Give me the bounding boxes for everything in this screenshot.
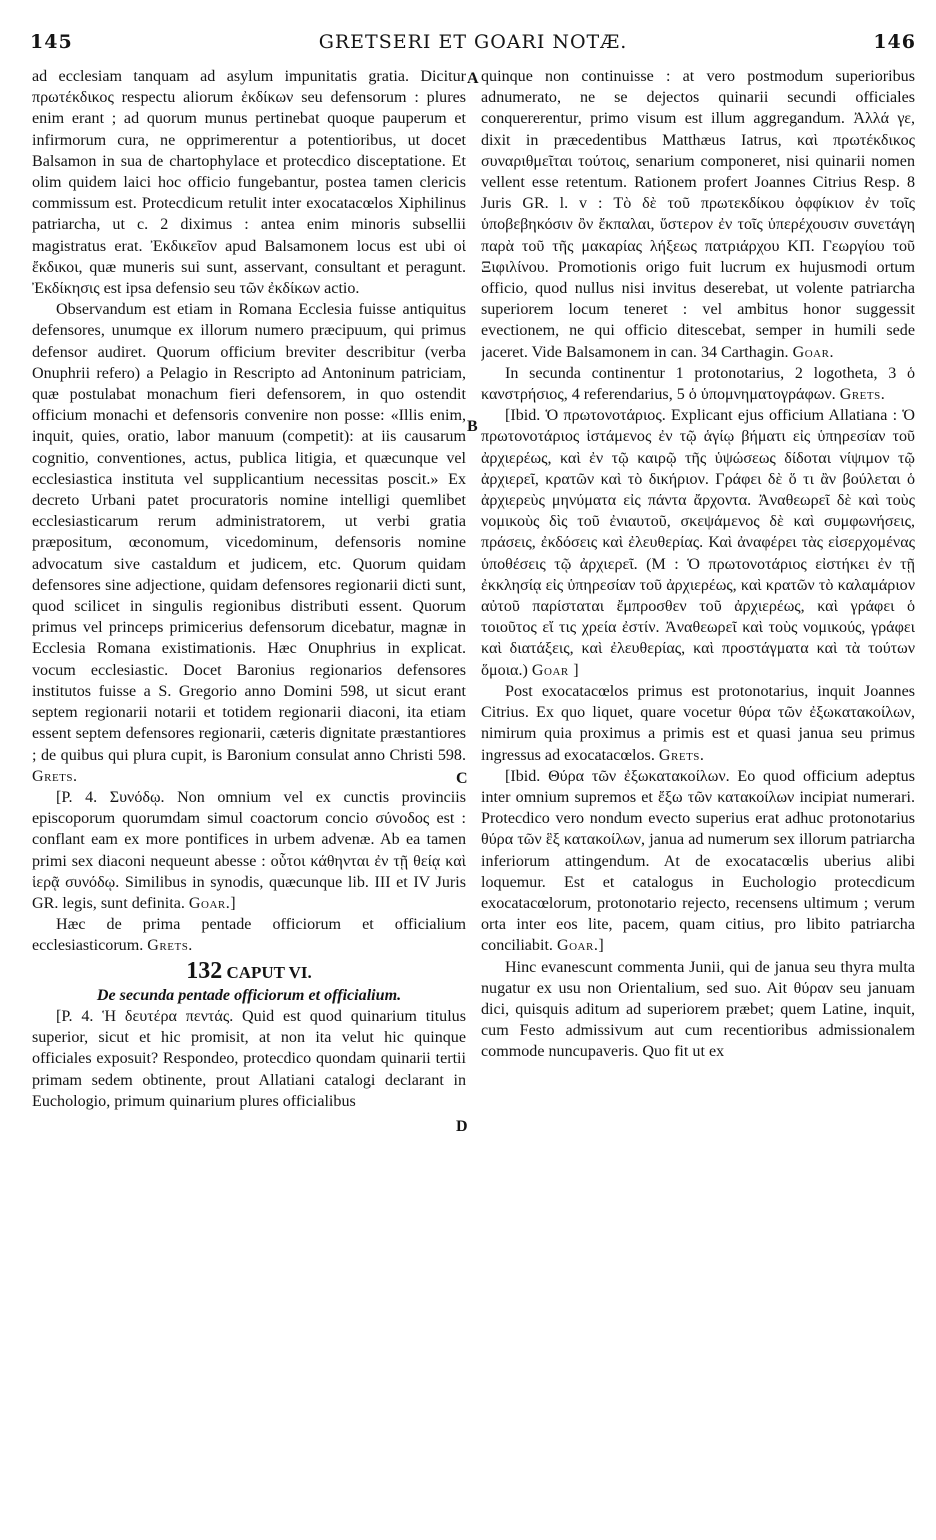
right-column — [481, 66, 915, 1526]
margin-marker-d: D — [456, 1118, 468, 1135]
signature-goar: Goar ] — [531, 661, 580, 679]
left-paragraph-3: [P. 4. Συνόδῳ. Non omnium vel ex cunctis provinciis episcoporum quorumdam simul coactorum concio σύνοδος est : conflant eam ex more pontifices in urbem advenæ. Ab ea tamen primi sex diaconi nequeunt abesse : οὗτοι κάθηνται ἐν τῇ θείᾳ καὶ ἱερᾷ συνόδῳ. Similibus in synodis, quæcunque lib. III et IV Juris GR. legis, sunt definita. Goar.] — [32, 788, 466, 912]
chapter-subtitle: De secunda pentade officiorum et officialium. — [96, 986, 402, 1004]
right-paragraph-2: In secunda continentur 1 protonotarius, 2 logotheta, 3 ὁ κανστρήσιος, 4 referendarius, 5 ὁ ὑπομνηματογράφων. Grets. — [481, 364, 915, 404]
signature-goar: Goar.] — [556, 937, 605, 955]
signature-grets: Grets. — [147, 937, 193, 955]
signature-goar: Goar.] — [188, 894, 237, 912]
right-paragraph-4: Post exocatacœlos primus est protonotarius, inquit Joannes Citrius. Ex quo liquet, quare vocetur θύρα τῶν ἐξωκατακοίλων, nimirum quia proximus a primis est et quasi janua seu primus ingressus ad exocatacœlos. Grets. — [481, 682, 915, 764]
margin-marker-c: C — [456, 770, 468, 787]
chapter-heading — [32, 957, 466, 984]
margin-marker-b: B — [467, 418, 478, 435]
running-header — [30, 28, 916, 56]
left-column — [32, 66, 466, 1526]
signature-grets: Grets. — [839, 386, 886, 404]
left-paragraph-1: ad ecclesiam tanquam ad asylum impunitatis gratia. Dicitur πρωτέκδικος respectu aliorum ἐκδίκων seu defensorum : plures enim erant ; ad quorum munus pertinebat quoque pauperum et infirmorum cura, ne opprimerentur a potentioribus, ut docet Balsamon in sua de chartophylace et protecdico disceptatione. Et olim quidem laici hoc officio fungebantur, postea tamen clericis commissum est. Protecdicum retulit inter exocatacœlos Xiphilinus patriarcha, ut c. 2 diximus : antea enim minoris subsellii magistratus erat. Ἐκδικεῖον apud Balsamonem locus est ubi οἱ ἔκδικοι, quæ muneris sui sunt, asservant, consultant et peragunt. Ἐκδίκησις est ipsa defensio seu τῶν ἐκδίκων actio. — [32, 68, 466, 298]
page-number-right: 146 — [873, 31, 916, 53]
signature-grets: Grets. — [658, 746, 705, 764]
right-paragraph-3: [Ibid. Ὁ πρωτονοτάριος. Explicant ejus officium Allatiana : Ὁ πρωτονοτάριος ἱστάμενος ἐν τῷ ἁγίῳ βήματι εἰς ὑπηρεσίαν τοῦ ἀρχιερέως, καὶ ἐν τῷ καιρῷ τῆς ὑψώσεως δίδοται νίψιμον τῷ ἀρχιερεῖ, κρατῶν καὶ τὸ δικήριον. Γράφει δὲ ὅ τι ἂν βούλεται ὁ ἀρχιερεὺς μηνύματα εἰς πάντα ἄρχοντα. Ἀναθεωρεῖ δὲ καὶ τοὺς νομικοὺς δὶς τοῦ ἐνιαυτοῦ, σκεψάμενος δὲ καὶ συμφωνήσεις, πράσεις, ἐκδόσεις καὶ ἐλευθερίας. Καὶ ἀναφέρει τὰς εἰσερχομένας ὑποθέσεις τῷ ἀρχιερεῖ. (M : Ὁ πρωτονοτάριος εἰστήκει ἐν τῇ ἐκκλησίᾳ εἰς ὑπηρεσίαν τοῦ ἀρχιερέως, καὶ κρατῶν τὸ καλαμάριον αὐτοῦ παρίσταται ἔμπροσθεν τοῦ ἀρχιερέως, καὶ γράφει ὁ τοιοῦτος εἴ τις χρεία ἐστίν. Ἀναθεωρεῖ καὶ τοὺς νομικούς, γράφει καὶ διατάξεις, καὶ ἐλευθερίας, καὶ προστάγματα καὶ τὰ τούτων ὅμοια.) Goar ] — [481, 407, 915, 679]
right-paragraph-5: [Ibid. Θύρα τῶν ἐξωκατακοίλων. Eo quod officium adeptus inter omnium supremos et ἔξω τῶν κατακοίλων incipiat numerari. Protecdico vero nondum evecto superius erat adhuc protonotarius θύρα τῶν ἓξ κατακοίλων, janua ad numerum sex illorum patriarcha inferiorum attingendum. At de exocatacœlis uberius alibi loquemur. Est et catalogus in Euchologio protecdicum exocatacœlorum, protonotario rejecto, recensens ultimum ; verum orta inter eos lite, pacem, quam citius, pro libito patriarcha conciliabit. Goar.] — [481, 767, 915, 955]
right-paragraph-1: quinque non continuisse : at vero postmodum superioribus adnumerato, ne se dejectos quinarii secundi officiales conquererentur, primo visum est illum aggregandum. Ἀλλά γε, dixit in præcedentibus Matthæus Iatrus, καὶ πρωτέκδικος συναριθμεῖται τούτοις, senarium componeret, nisi quinarii nomen vellent esse retentum. Rationem profert Joannes Citrius Resp. 8 Juris GR. l. v : Τὸ δὲ τοῦ πρωτεκδίκου ὀφφίκιον ἐν τοῖς ὑποβεβηκόσιν ὂν ἔκπαλαι, ὕστερον ἐν τοῖς ὑπερέχουσιν συνετάγη παρὰ τοῦ τῆς μακαρίας λήξεως πατριάρχου ΚΠ. Γεωργίου τοῦ Ξιφιλίνου. Promotionis origo fuit lucrum ex hujusmodi ortum officio, quod nullus nisi invitus deserebat, ut volente patriarcha superiorem locum teneret : vel ambitus honor suggessit evectionem, ne qui officio ditescebat, semper in humili sede jaceret. Vide Balsamonem in can. 34 Carthagin. Goar. — [481, 68, 915, 361]
right-paragraph-6: Hinc evanescunt commenta Junii, qui de janua seu thyra multa nugatur ex usu non Orientalium, sed suo. Ait θύραν seu januam dici, quisquis aditum ad superiorem præbet; quem Latine, inquit, cum Festo admissivum aut cum recentioribus admissionalem commode nuncupaveris. Quo fit ut ex — [481, 958, 915, 1061]
chapter-number: 132 — [186, 957, 223, 984]
left-paragraph-5: [P. 4. Ἡ δευτέρα πεντάς. Quid est quod quinarium titulus superior, sicut et hic promisit, at non ita velut hic quinque officiales exposuit? Respondeo, protecdico quondam quinarii tertii primam sedem obtinente, prout Allatiani catalogi declarant in Euchologio, primum quinarium plures officialibus — [32, 1007, 466, 1110]
signature-grets: Grets. — [32, 767, 78, 785]
signature-goar: Goar. — [792, 343, 834, 361]
chapter-title: CAPUT VI. — [226, 962, 312, 982]
left-paragraph-4: Hæc de prima pentade officiorum et officialium ecclesiasticorum. Grets. — [32, 916, 466, 955]
running-title: GRETSERI ET GOARI NOTÆ. — [318, 31, 628, 53]
margin-marker-a: A — [467, 70, 479, 87]
page-number-left: 145 — [30, 31, 73, 53]
left-paragraph-2: Observandum est etiam in Romana Ecclesia fuisse antiquitus defensores, unumque ex illorum numero præcipuum, qui primus defensor audiret. Quorum officium breviter describitur (verba Onuphrii refero) a Pelagio in Rescripto ad Antoninum patriciam, quæ postulabat monachum fieri defensorem, in quo ostendit officium monachi et defensoris convenire non posse: «Illis enim, inquit, quies, oratio, labor manuum (competit): at iis causarum cognitio, conventiones, actus, publica litigia, et quæcunque vel ecclesiastica instituta vel supplicantium necessitas poscit.» Ex decreto Urbani patet procuratoris nomine intelligi quemlibet ecclesiasticarum rerum administratorem, ut verbi gratia præpositum, œconomum, vicedominum, defensoris nomine advocatum sive castaldum et judicem, etc. Quorum quidam defensores sine adjectione, quidam defensores regionarii dicti sunt, quod scilicet in singulis regionibus distributi essent. Quorum primus vel princeps primicerius defensorum dicebatur, magnæ in Ecclesia Romana existimationis. Hæc Onuphrius in explicat. vocum ecclesiastic. Docet Baronius regionarios defensores institutos fuisse a S. Gregorio anno Domini 598, ut sicut erant septem regionarii notarii et totidem regionarii diaconi, ita etiam essent septem defensores regionarii, cæteris dignitate præstantiores ; de quibus qui plura cupit, is Baronium consulat anno Christi 598. Grets. — [32, 301, 466, 785]
